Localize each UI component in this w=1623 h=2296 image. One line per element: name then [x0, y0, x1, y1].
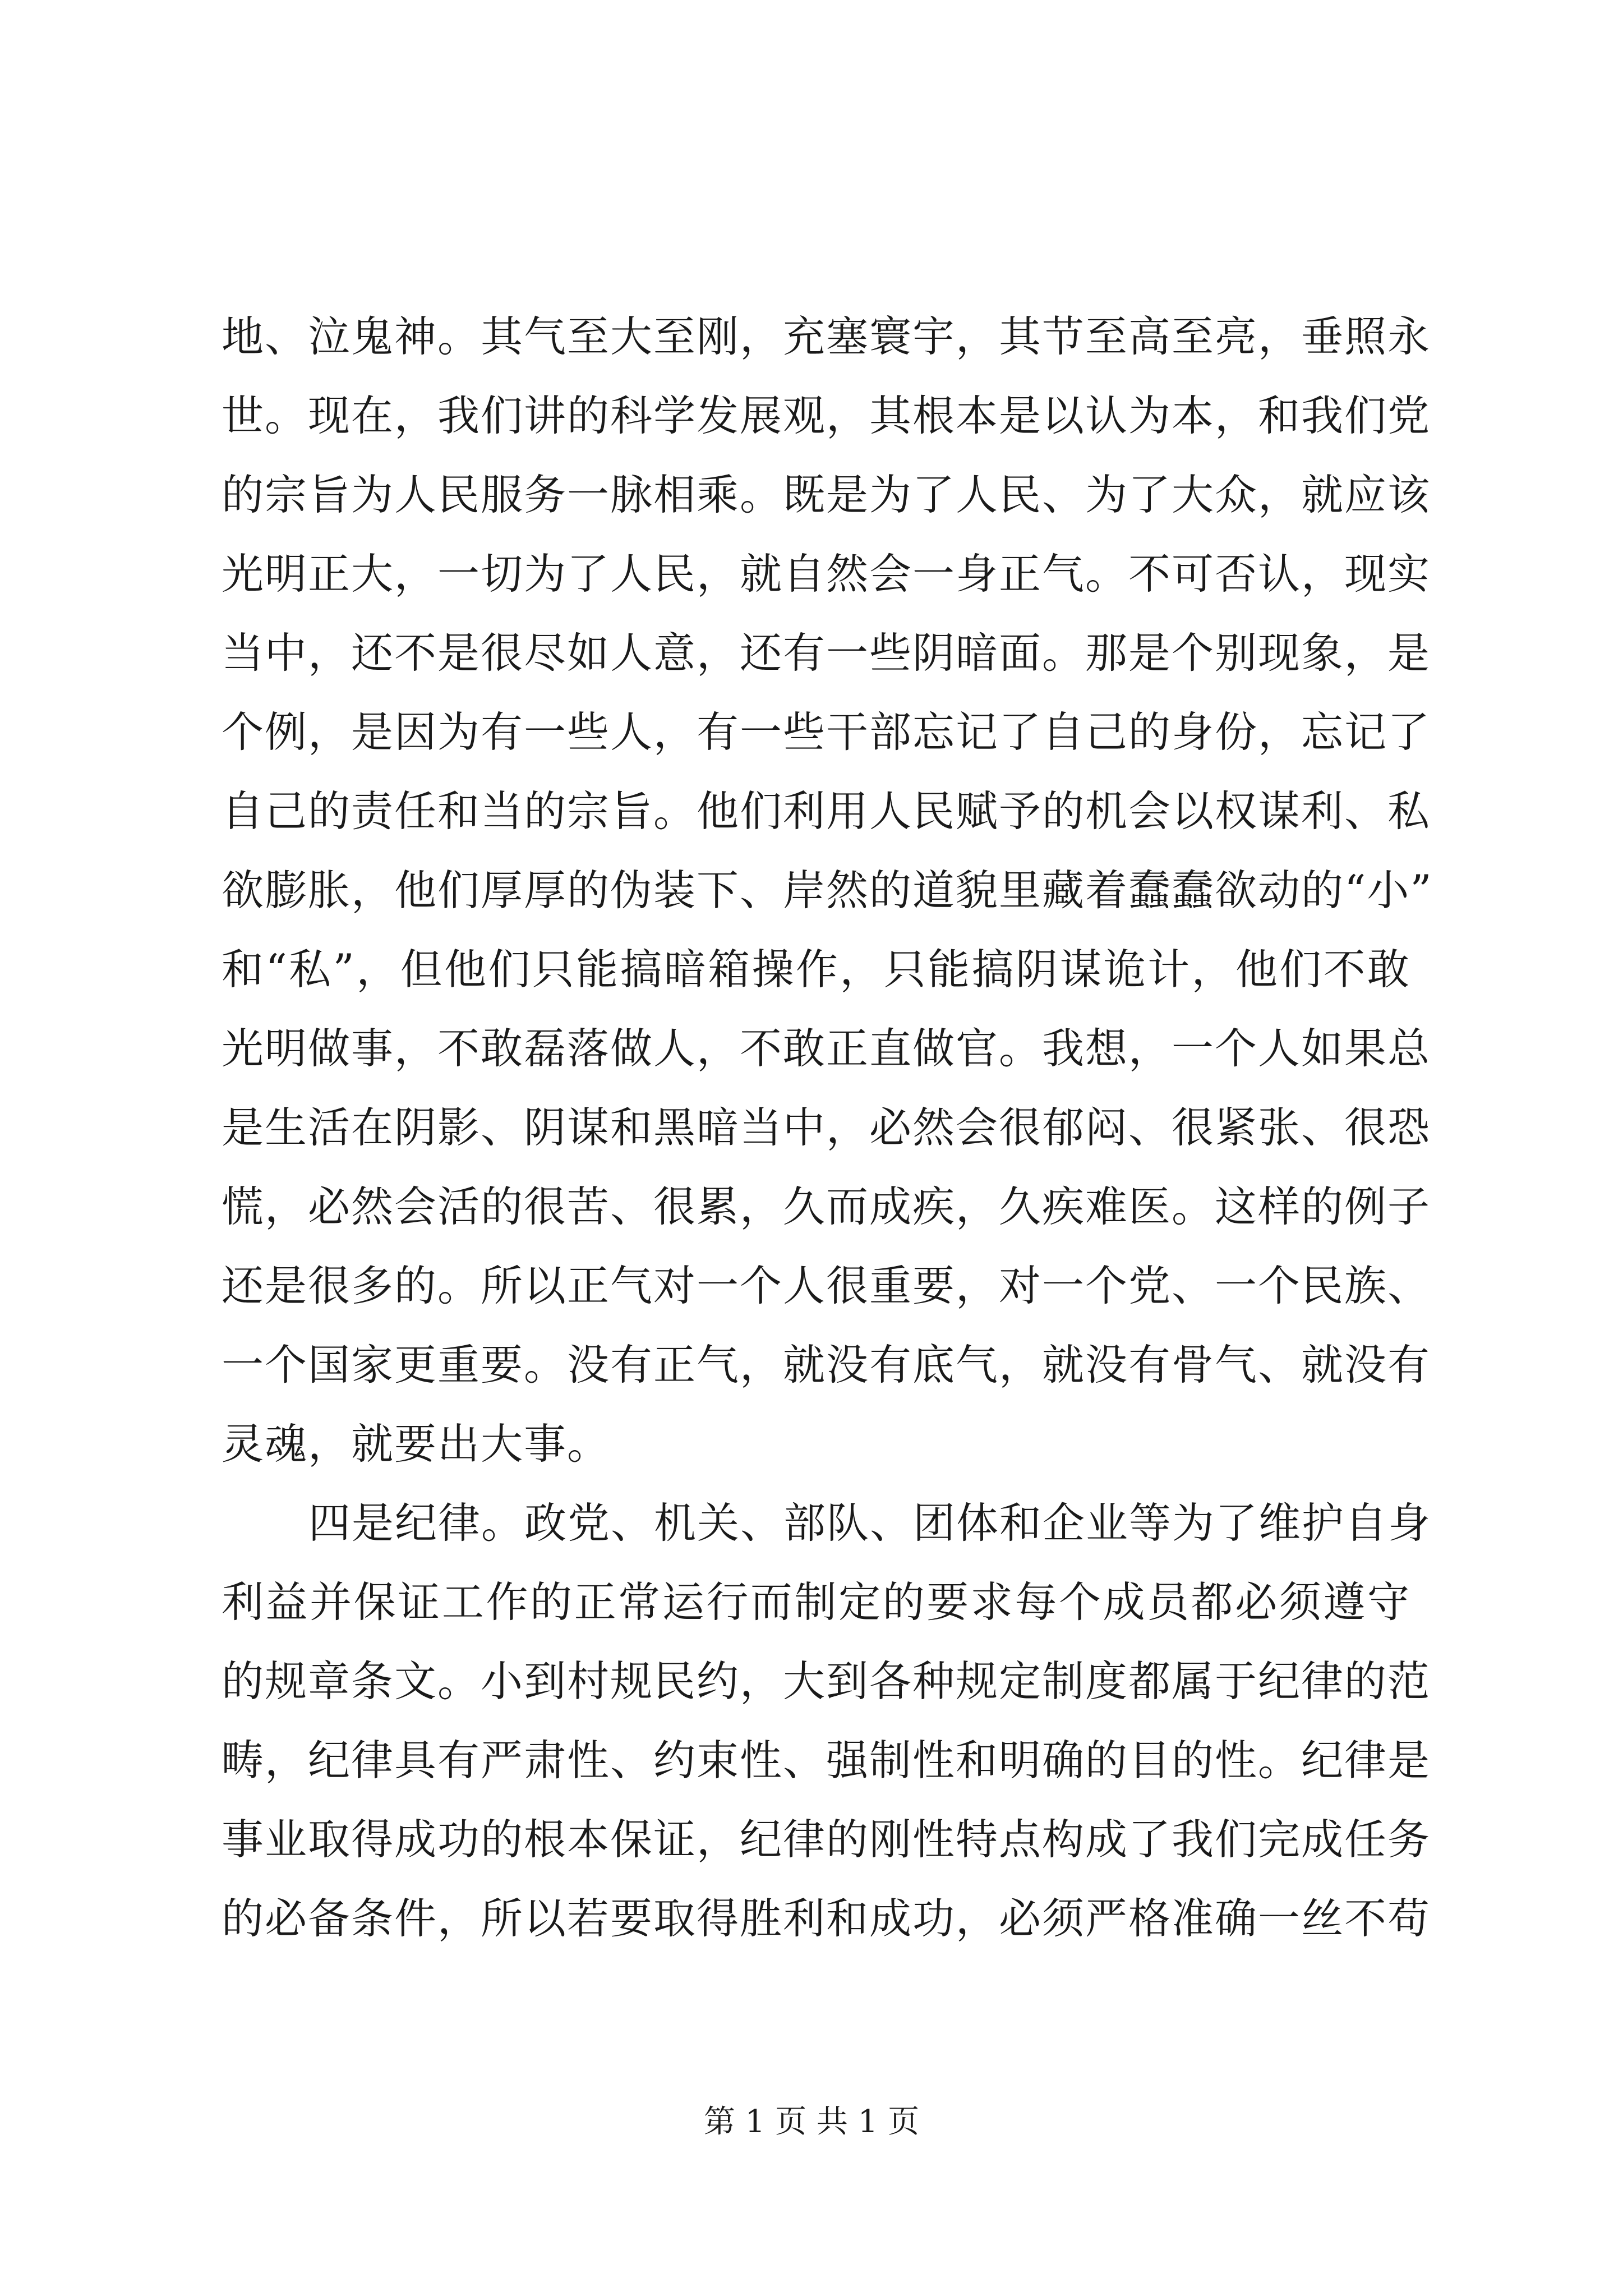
text-line: 欲膨胀，他们厚厚的伪装下、岸然的道貌里藏着蠢蠢欲动的“小” [222, 866, 1433, 915]
text-line: 的宗旨为人民服务一脉相乘。既是为了人民、为了大众，就应该 [222, 470, 1431, 519]
page-footer: 第 1 页 共 1 页 [703, 2104, 920, 2140]
text-line: 的规章条文。小到村规民约，大到各种规定制度都属于纪律的范 [222, 1657, 1431, 1706]
text-line: 灵魂，就要出大事。 [222, 1419, 611, 1469]
text-line: 地、泣鬼神。其气至大至刚，充塞寰宇，其节至高至亮，垂照永 [222, 312, 1431, 361]
text-line: 光明做事，不敢磊落做人，不敢正直做官。我想，一个人如果总 [222, 1024, 1431, 1073]
text-line: 事业取得成功的根本保证，纪律的刚性特点构成了我们完成任务 [222, 1815, 1431, 1864]
text-line: 畴，纪律具有严肃性、约束性、强制性和明确的目的性。纪律是 [222, 1736, 1431, 1785]
text-line: 的必备条件，所以若要取得胜利和成功，必须严格准确一丝不苟 [222, 1894, 1431, 1943]
text-line: 自己的责任和当的宗旨。他们利用人民赋予的机会以权谋利、私 [222, 786, 1431, 836]
text-line: 是生活在阴影、阴谋和黑暗当中，必然会很郁闷、很紧张、很恐 [222, 1103, 1431, 1152]
text-line: 光明正大，一切为了人民，就自然会一身正气。不可否认，现实 [222, 549, 1431, 599]
text-line: 当中，还不是很尽如人意，还有一些阴暗面。那是个别现象，是 [222, 628, 1431, 678]
document-body [222, 297, 1433, 1958]
text-line: 和“私”，但他们只能搞暗箱操作，只能搞阴谋诡计，他们不敢 [222, 945, 1410, 994]
text-line: 慌，必然会活的很苦、很累，久而成疾，久疾难医。这样的例子 [222, 1182, 1431, 1231]
text-line: 一个国家更重要。没有正气，就没有底气，就没有骨气、就没有 [222, 1340, 1431, 1389]
text-line: 利益并保证工作的正常运行而制定的要求每个成员都必须遵守 [222, 1577, 1410, 1627]
text-line: 还是很多的。所以正气对一个人很重要，对一个党、一个民族、 [222, 1261, 1431, 1310]
text-line: 个例，是因为有一些人，有一些干部忘记了自己的身份，忘记了 [222, 707, 1431, 757]
text-line: 四是纪律。政党、机关、部队、团体和企业等为了维护自身 [308, 1498, 1432, 1548]
text-line: 世。现在，我们讲的科学发展观，其根本是以认为本，和我们党 [222, 391, 1431, 440]
